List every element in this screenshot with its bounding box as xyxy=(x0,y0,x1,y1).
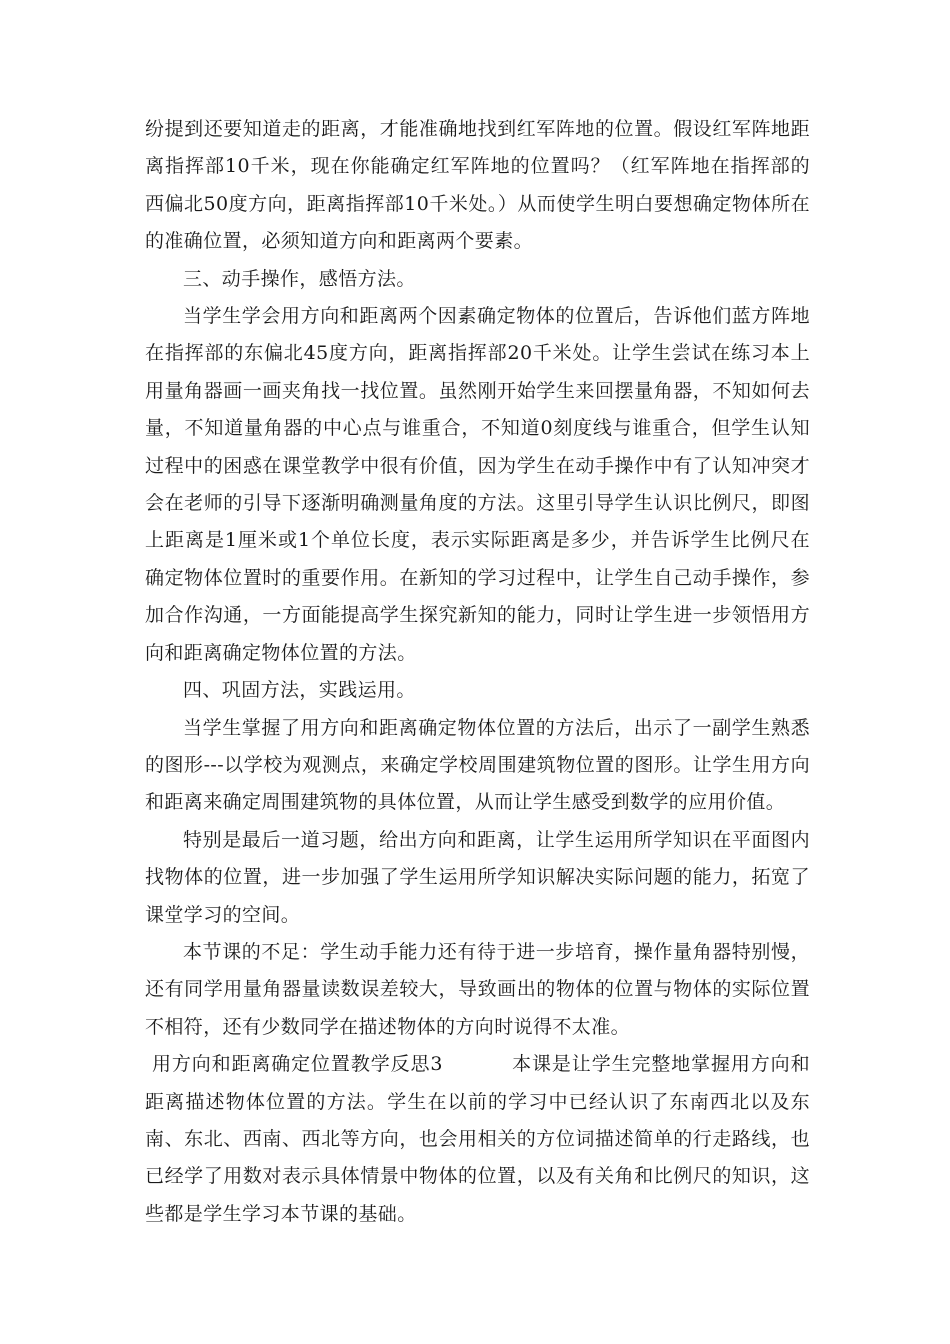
paragraph-6-text: 本课是让学生完整地掌握用方向和距离描述物体位置的方法。学生在以前的学习中已经认识了东南西北以及东南、东北、西南、西北等方向，也会用相关的方位词描述简单的行走路线，也已经学了用数对表示具体情景中物体的位置，以及有关角和比例尺的知识，这些都是学生学习本节课的基础。 xyxy=(145,1053,810,1225)
inline-title: 用方向和距离确定位置教学反思3 xyxy=(151,1053,443,1076)
paragraph-4: 特别是最后一道习题，给出方向和距离，让学生运用所学知识在平面图内找物体的位置，进一步加强了学生运用所学知识解决实际问题的能力，拓宽了课堂学习的空间。 xyxy=(145,828,810,926)
section-heading-4: 四、巩固方法，实践运用。 xyxy=(183,679,416,702)
section-heading-3: 三、动手操作，感悟方法。 xyxy=(183,267,416,290)
spacer xyxy=(443,1053,512,1075)
paragraph-1: 纷提到还要知道走的距离，才能准确地找到红军阵地的位置。假设红军阵地距离指挥部10千米，现在你能确定红军阵地的位置吗？（红军阵地在指挥部的西偏北50度方向，距离指挥部10千米处。）从而使学生明白要想确定物体所在的准确位置，必须知道方向和距离两个要素。 xyxy=(145,118,810,253)
paragraph-6 xyxy=(145,1046,810,1233)
document-body xyxy=(145,111,810,1233)
paragraph-3: 当学生掌握了用方向和距离确定物体位置的方法后，出示了一副学生熟悉的图形---以学校为观测点，来确定学校周围建筑物位置的图形。让学生用方向和距离来确定周围建筑物的具体位置，从而让学生感受到数学的应用价值。 xyxy=(145,716,810,814)
paragraph-5: 本节课的不足：学生动手能力还有待于进一步培育，操作量角器特别慢，还有同学用量角器量读数误差较大，导致画出的物体的位置与物体的实际位置不相符，还有少数同学在描述物体的方向时说得不太准。 xyxy=(145,940,810,1038)
paragraph-2: 当学生学会用方向和距离两个因素确定物体的位置后，告诉他们蓝方阵地在指挥部的东偏北45度方向，距离指挥部20千米处。让学生尝试在练习本上用量角器画一画夹角找一找位置。虽然刚开始学生来回摆量角器，不知如何去量，不知道量角器的中心点与谁重合，不知道0刻度线与谁重合，但学生认知过程中的困惑在课堂教学中很有价值，因为学生在动手操作中有了认知冲突才会在老师的引导下逐渐明确测量角度的方法。这里引导学生认识比例尺，即图上距离是1厘米或1个单位长度，表示实际距离是多少，并告诉学生比例尺在确定物体位置时的重要作用。在新知的学习过程中，让学生自己动手操作，参加合作沟通，一方面能提高学生探究新知的能力，同时让学生进一步领悟用方向和距离确定物体位置的方法。 xyxy=(145,305,810,664)
